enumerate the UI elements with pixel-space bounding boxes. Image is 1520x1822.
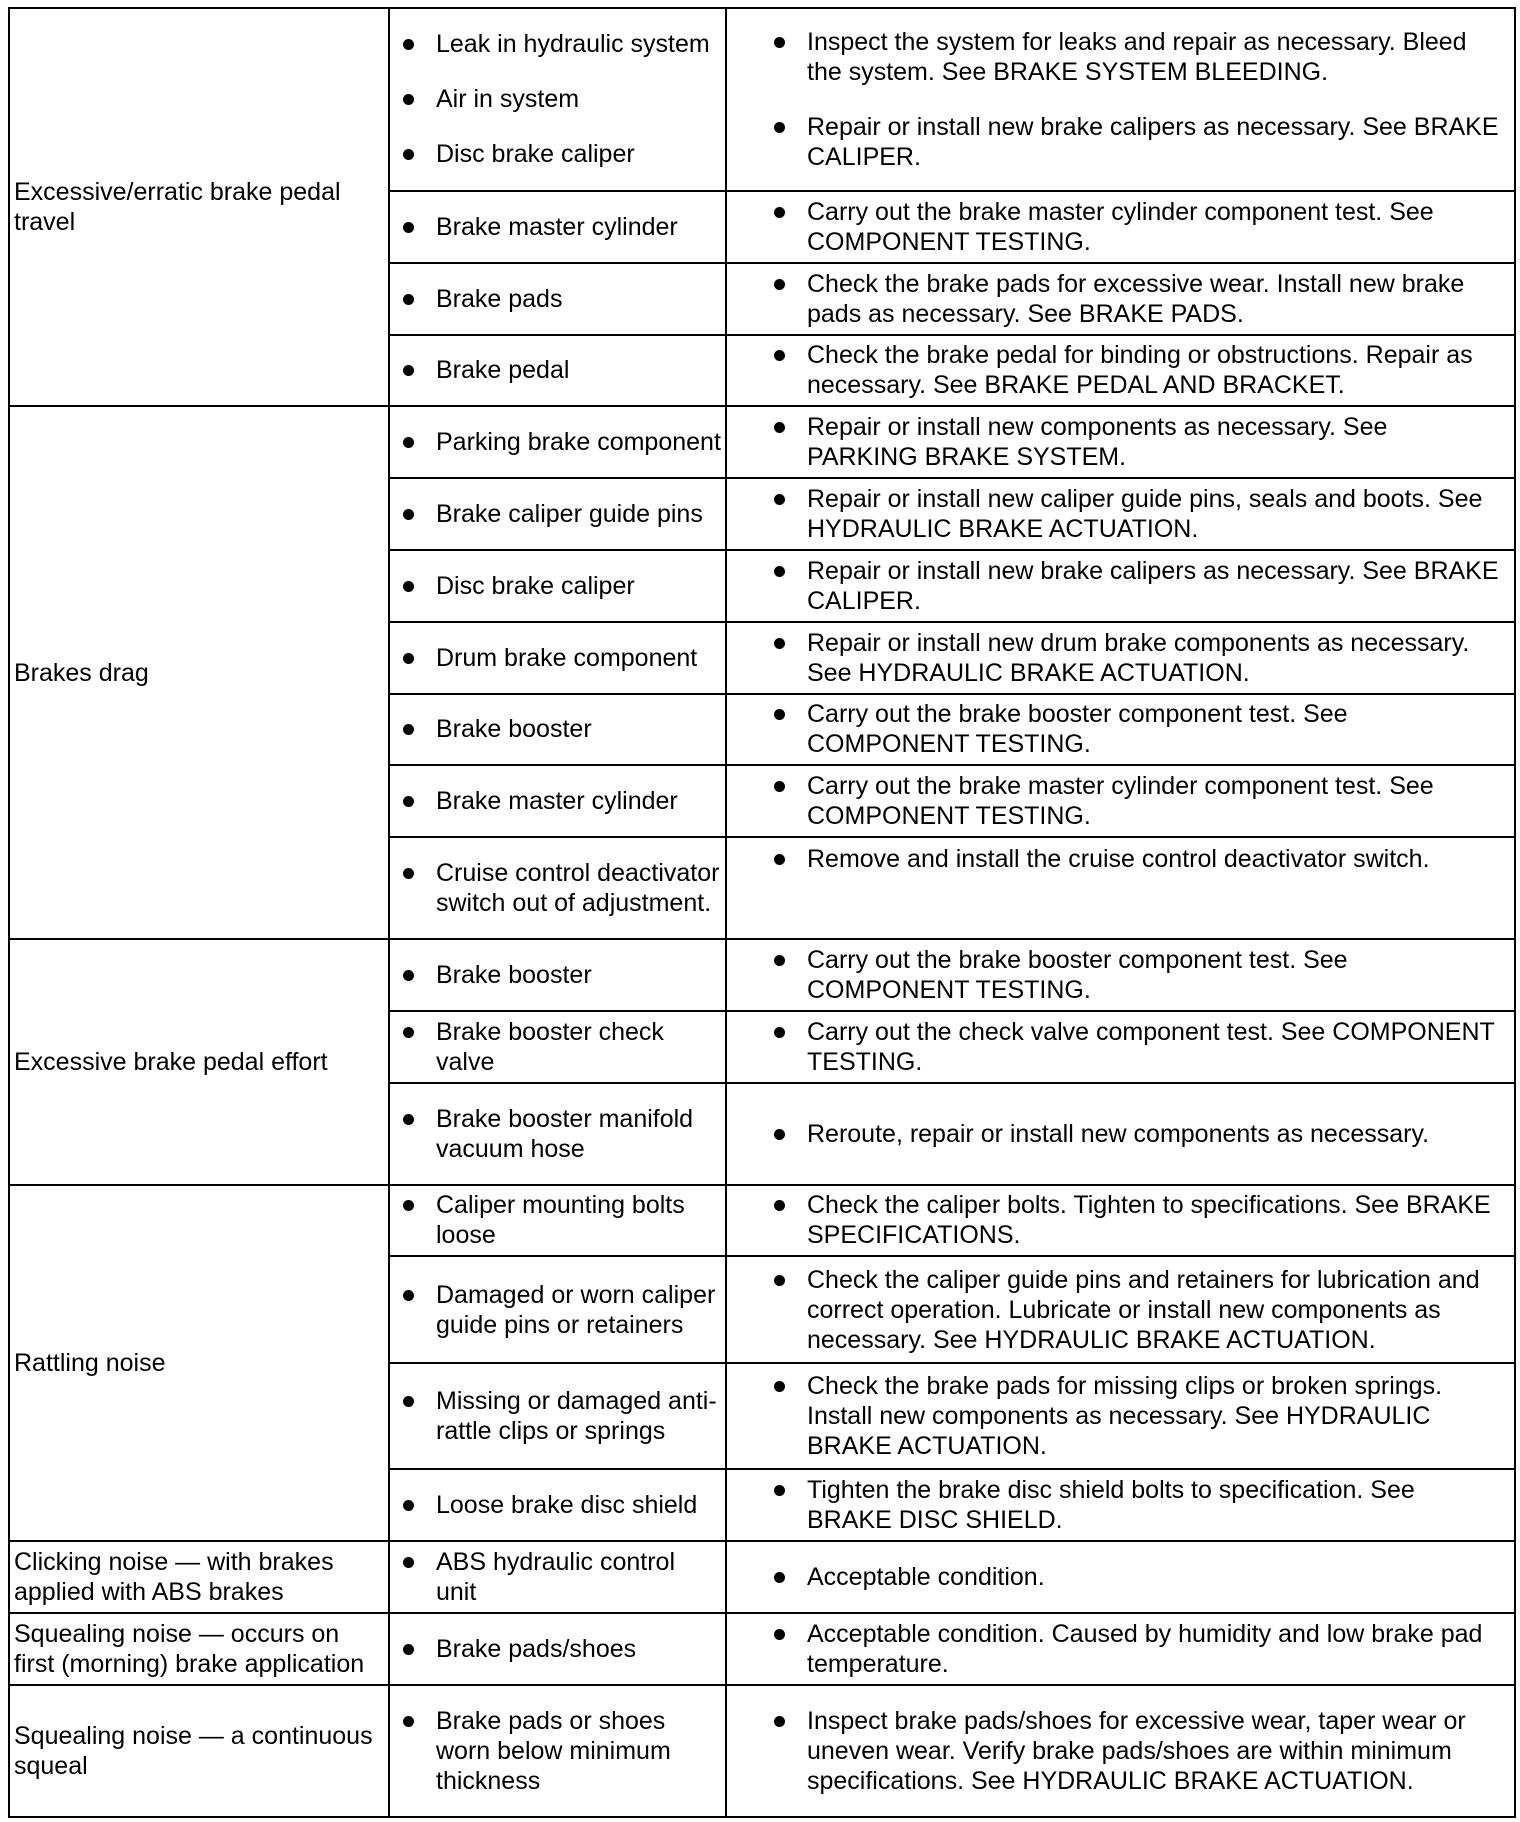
action-item: Repair or install new components as necessary. See PARKING BRAKE SYSTEM. bbox=[807, 412, 1504, 472]
table-row bbox=[9, 1185, 1515, 1257]
cause-item: Brake pads/shoes bbox=[436, 1634, 721, 1664]
cause-item: Brake master cylinder bbox=[436, 212, 721, 242]
cause-item: Air in system bbox=[436, 84, 721, 114]
action-cell bbox=[726, 406, 1515, 478]
action-item: Repair or install new caliper guide pins, seals and boots. See HYDRAULIC BRAKE ACTUATION. bbox=[807, 484, 1504, 544]
action-cell bbox=[726, 837, 1515, 939]
action-item: Check the caliper bolts. Tighten to specifications. See BRAKE SPECIFICATIONS. bbox=[807, 1190, 1504, 1250]
action-cell bbox=[726, 1363, 1515, 1470]
cause-cell bbox=[389, 1541, 726, 1613]
cause-cell bbox=[389, 1083, 726, 1185]
action-item: Carry out the brake master cylinder component test. See COMPONENT TESTING. bbox=[807, 771, 1504, 831]
action-cell bbox=[726, 478, 1515, 550]
condition-cell bbox=[9, 939, 389, 1185]
cause-cell bbox=[389, 1185, 726, 1257]
diagnosis-table bbox=[8, 7, 1516, 1818]
cause-item: Leak in hydraulic system bbox=[436, 29, 721, 59]
action-cell bbox=[726, 1469, 1515, 1541]
cause-item: Disc brake caliper bbox=[436, 139, 721, 169]
cause-cell bbox=[389, 8, 726, 191]
cause-cell bbox=[389, 550, 726, 622]
table-row bbox=[9, 406, 1515, 478]
cause-cell bbox=[389, 837, 726, 939]
cause-cell bbox=[389, 191, 726, 263]
action-cell bbox=[726, 8, 1515, 191]
action-item: Acceptable condition. bbox=[807, 1562, 1504, 1592]
action-item: Repair or install new brake calipers as necessary. See BRAKE CALIPER. bbox=[807, 556, 1504, 616]
action-item: Carry out the check valve component test. See COMPONENT TESTING. bbox=[807, 1017, 1504, 1077]
action-cell bbox=[726, 939, 1515, 1011]
action-item: Remove and install the cruise control deactivator switch. bbox=[807, 844, 1504, 874]
action-item: Carry out the brake master cylinder component test. See COMPONENT TESTING. bbox=[807, 197, 1504, 257]
cause-cell bbox=[389, 765, 726, 837]
cause-cell bbox=[389, 1613, 726, 1685]
cause-item: Brake booster bbox=[436, 714, 721, 744]
cause-cell bbox=[389, 1256, 726, 1363]
cause-cell bbox=[389, 1469, 726, 1541]
action-item: Reroute, repair or install new components as necessary. bbox=[807, 1119, 1504, 1149]
cause-cell bbox=[389, 694, 726, 766]
cause-item: ABS hydraulic control unit bbox=[436, 1547, 721, 1607]
cause-item: Damaged or worn caliper guide pins or retainers bbox=[436, 1280, 721, 1340]
cause-item: Disc brake caliper bbox=[436, 571, 721, 601]
action-item: Carry out the brake booster component test. See COMPONENT TESTING. bbox=[807, 699, 1504, 759]
cause-cell bbox=[389, 406, 726, 478]
condition-text: Rattling noise bbox=[14, 1348, 166, 1377]
condition-text: Brakes drag bbox=[14, 658, 149, 687]
action-item: Repair or install new drum brake components as necessary. See HYDRAULIC BRAKE ACTUATION. bbox=[807, 628, 1504, 688]
cause-item: Brake booster bbox=[436, 960, 721, 990]
condition-cell bbox=[9, 406, 389, 939]
condition-cell bbox=[9, 1185, 389, 1542]
cause-item: Parking brake component bbox=[436, 428, 721, 457]
condition-text: Squealing noise — occurs on first (morning) brake application bbox=[14, 1619, 365, 1678]
action-item: Carry out the brake booster component test. See COMPONENT TESTING. bbox=[807, 945, 1504, 1005]
action-item: Acceptable condition. Caused by humidity and low brake pad temperature. bbox=[807, 1619, 1504, 1679]
cause-item: Cruise control deactivator switch out of adjustment. bbox=[436, 859, 720, 918]
action-cell bbox=[726, 1011, 1515, 1083]
action-item: Check the brake pads for missing clips or broken springs. Install new components as necessary. See HYDRAULIC BRAKE ACTUATION. bbox=[807, 1371, 1504, 1461]
cause-item: Brake pads or shoes worn below minimum thickness bbox=[436, 1706, 721, 1796]
cause-cell bbox=[389, 1685, 726, 1817]
condition-cell bbox=[9, 1613, 389, 1685]
cause-item: Caliper mounting bolts loose bbox=[436, 1190, 721, 1250]
table-row bbox=[9, 939, 1515, 1011]
action-item: Check the brake pedal for binding or obstructions. Repair as necessary. See BRAKE PEDAL AND BRACKET. bbox=[807, 340, 1504, 400]
cause-item: Brake caliper guide pins bbox=[436, 499, 721, 529]
action-item: Repair or install new brake calipers as necessary. See BRAKE CALIPER. bbox=[807, 112, 1504, 172]
condition-cell bbox=[9, 1541, 389, 1613]
action-item: Tighten the brake disc shield bolts to specification. See BRAKE DISC SHIELD. bbox=[807, 1475, 1504, 1535]
cause-item: Brake pedal bbox=[436, 355, 721, 385]
cause-item: Brake pads bbox=[436, 284, 721, 314]
condition-cell bbox=[9, 1685, 389, 1817]
table-row bbox=[9, 1541, 1515, 1613]
cause-cell bbox=[389, 1363, 726, 1470]
action-cell bbox=[726, 263, 1515, 335]
cause-item: Brake booster check valve bbox=[436, 1017, 721, 1077]
action-cell bbox=[726, 1541, 1515, 1613]
cause-cell bbox=[389, 939, 726, 1011]
cause-item: Drum brake component bbox=[436, 643, 721, 673]
condition-text: Excessive brake pedal effort bbox=[14, 1047, 328, 1076]
condition-text: Excessive/erratic brake pedal travel bbox=[14, 178, 341, 237]
table-row bbox=[9, 1613, 1515, 1685]
action-cell bbox=[726, 622, 1515, 694]
action-cell bbox=[726, 694, 1515, 766]
condition-text: Squealing noise — a continuous squeal bbox=[14, 1721, 373, 1780]
action-cell bbox=[726, 335, 1515, 407]
action-item: Check the brake pads for excessive wear. Install new brake pads as necessary. See BRAKE PADS. bbox=[807, 269, 1504, 329]
condition-text: Clicking noise — with brakes applied with ABS brakes bbox=[14, 1548, 334, 1607]
action-item: Inspect brake pads/shoes for excessive wear, taper wear or uneven wear. Verify brake pads/shoes are within minimum specifications. See HYDRAULIC BRAKE ACTUATION. bbox=[807, 1706, 1504, 1796]
action-cell bbox=[726, 1685, 1515, 1817]
cause-cell bbox=[389, 335, 726, 407]
table-row bbox=[9, 1685, 1515, 1817]
action-cell bbox=[726, 191, 1515, 263]
cause-cell bbox=[389, 478, 726, 550]
action-item: Check the caliper guide pins and retainers for lubrication and correct operation. Lubricate or install new components as necessary. See HYDRAULIC BRAKE ACTUATION. bbox=[807, 1265, 1504, 1355]
action-cell bbox=[726, 550, 1515, 622]
action-cell bbox=[726, 1083, 1515, 1185]
action-cell bbox=[726, 1613, 1515, 1685]
action-cell bbox=[726, 1185, 1515, 1257]
table-row bbox=[9, 8, 1515, 191]
cause-item: Brake booster manifold vacuum hose bbox=[436, 1104, 721, 1164]
cause-item: Loose brake disc shield bbox=[436, 1490, 721, 1520]
cause-item: Missing or damaged anti-rattle clips or springs bbox=[436, 1386, 721, 1446]
cause-cell bbox=[389, 263, 726, 335]
action-cell bbox=[726, 1256, 1515, 1363]
cause-cell bbox=[389, 1011, 726, 1083]
cause-item: Brake master cylinder bbox=[436, 786, 721, 816]
action-cell bbox=[726, 765, 1515, 837]
condition-cell bbox=[9, 8, 389, 406]
action-item: Inspect the system for leaks and repair as necessary. Bleed the system. See BRAKE SYSTEM BLEEDING. bbox=[807, 27, 1504, 87]
cause-cell bbox=[389, 622, 726, 694]
